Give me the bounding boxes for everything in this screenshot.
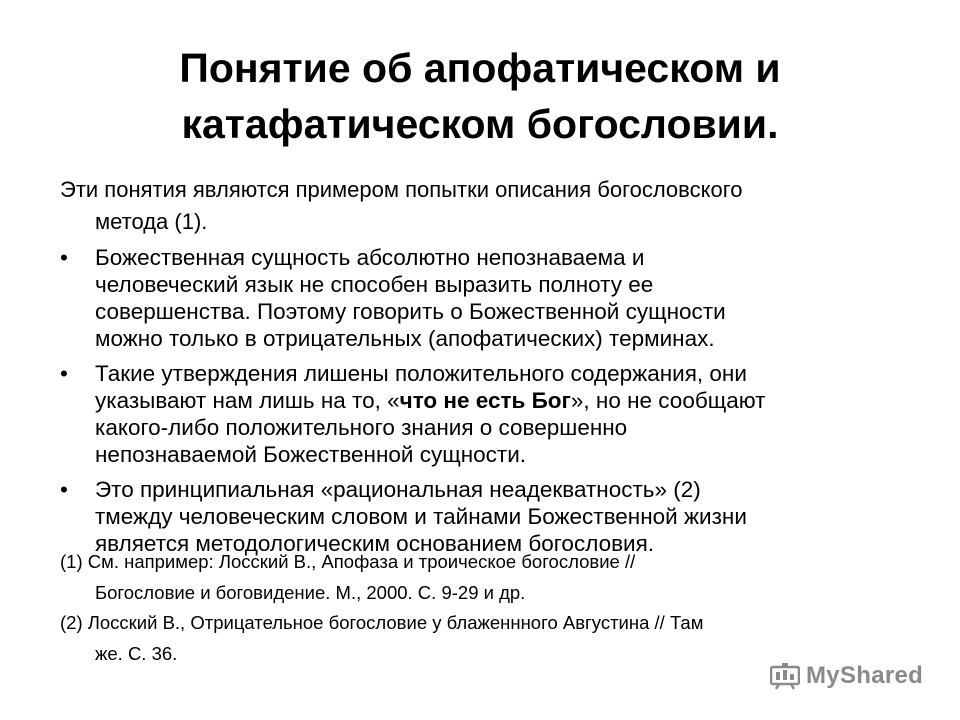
- bullet-item: [60, 476, 880, 557]
- reference-1: [60, 546, 920, 608]
- reference-line: же. С. 36.: [95, 643, 178, 664]
- bullet-dot: •: [60, 245, 68, 270]
- logo-text: MyShared: [806, 662, 924, 689]
- bullet-line: указывают нам лишь на то, «: [95, 388, 400, 413]
- bullet-dot: •: [60, 477, 68, 502]
- bullet-line: Такие утверждения лишены положительного содержания, они: [95, 361, 747, 386]
- bullet-line: человеческий язык не способен выразить полноту ее: [95, 272, 654, 297]
- bullet-item: [60, 244, 880, 352]
- bullet-line: Божественная сущность абсолютно непознаваема и: [95, 245, 645, 270]
- bullet-line: совершенства. Поэтому говорить о Божественной сущности: [95, 299, 726, 324]
- emphasis-text: что не есть Бог: [399, 388, 571, 413]
- title-line-1: Понятие об апофатическом и: [179, 45, 781, 91]
- bullet-dot: •: [60, 361, 68, 386]
- reference-line: Богословие и боговидение. М., 2000. С. 9-29 и др.: [95, 582, 526, 603]
- bullet-item: [60, 360, 880, 468]
- bullet-list: [60, 244, 880, 565]
- title-line-2: катафатическом богословии.: [181, 101, 779, 147]
- presentation-board-icon: [770, 662, 800, 690]
- bullet-line: является методологическим основанием богословия.: [95, 531, 655, 556]
- slide-title: [60, 40, 900, 152]
- watermark-logo: [770, 660, 930, 692]
- intro-paragraph: [60, 174, 860, 238]
- bullet-line: Это принципиальная «рациональная неадекватность» (2): [95, 477, 701, 502]
- reference-line: (1) См. например: Лосский В., Апофаза и троическое богословие //: [60, 551, 636, 572]
- bullet-line: тмежду человеческим словом и тайнами Божественной жизни: [95, 504, 747, 529]
- reference-line: (2) Лосский В., Отрицательное богословие у блаженнного Августина // Там: [60, 612, 704, 633]
- bullet-line: непознаваемой Божественной сущности.: [95, 442, 527, 467]
- bullet-line: можно только в отрицательных (апофатических) терминах.: [95, 326, 715, 351]
- bullet-line: », но не сообщают: [570, 388, 766, 413]
- intro-line-2: метода (1).: [95, 209, 208, 234]
- bullet-line: какого-либо положительного знания о совершенно: [95, 415, 628, 440]
- intro-line-1: Эти понятия являются примером попытки описания богословского: [60, 177, 743, 202]
